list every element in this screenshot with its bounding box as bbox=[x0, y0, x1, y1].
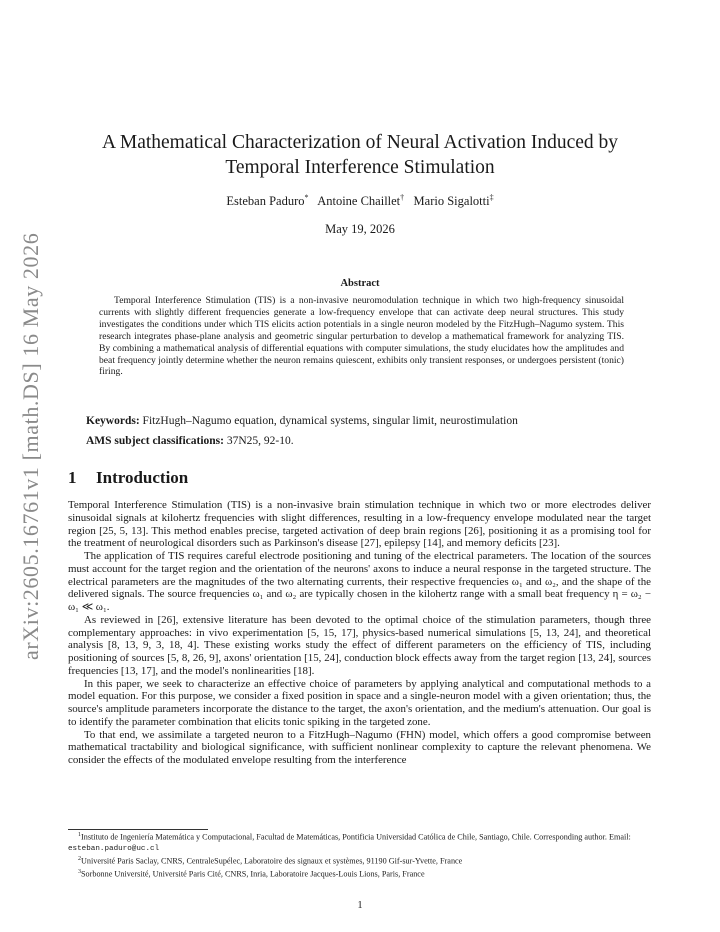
footnote-text: Université Paris Saclay, CNRS, CentraleSupélec, Laboratoire des signaux et systèmes, 91190 Gif-sur-Yvette, France bbox=[81, 856, 463, 866]
body-paragraph: To that end, we assimilate a targeted neuron to a FitzHugh–Nagumo (FHN) model, which offers a good compromise between mathematical tractability and biological significance, with sufficient nonlinear complexity to capture the relevant phenomena. We consider the effects of the modulated envelope resulting from the interference bbox=[68, 728, 651, 766]
footnote-email[interactable]: esteban.paduro@uc.cl bbox=[68, 844, 160, 853]
author-list bbox=[60, 193, 660, 209]
title-line-1: A Mathematical Characterization of Neural Activation Induced by bbox=[101, 132, 619, 153]
ams-label: AMS subject classifications: bbox=[86, 435, 224, 447]
section-title: Introduction bbox=[96, 468, 189, 487]
author-name: Antoine Chaillet bbox=[317, 194, 401, 209]
abstract-text: Temporal Interference Stimulation (TIS) is a non-invasive neuromodulation technique in which two high-frequency sinusoidal currents with slightly different frequencies generate a low-frequency envelope that can activate deep neural structures. This study investigates the conditions under which TIS elicits action potentials in a single neuron modeled by the FitzHugh–Nagumo system. This research integrates phase-plane analysis and geometric singular perturbation to develop a mathematical framework for analyzing TIS. By combining a mathematical analysis of differential equations with computer simulations, the study elucidates how the amplitudes and beat frequency jointly determine whether the neuron remains quiescent, exhibits only transient responses, or undergoes persistent (tonic) firing. bbox=[99, 295, 624, 378]
footnote-mark: 2 bbox=[78, 856, 81, 863]
author-footnote-mark: † bbox=[400, 193, 405, 202]
page-number: 1 bbox=[357, 900, 363, 911]
section-number: 1 bbox=[68, 468, 77, 487]
body-paragraph: As reviewed in [26], extensive literature has been devoted to the optimal choice of the stimulation parameters, though three complementary approaches: in vivo experimentation [5, 15, 17], physics-based numerical simulations [5, 13, 24], and theoretical analysis [8, 13, 9, 3, 18, 4]. These existing works study the effect of different parameters on the efficiency of TIS, including positioning of sources [5, 8, 26, 9], axons' orientation [15, 24], conduction block effects away from the target region [13, 24], sources frequencies [13, 17], and the model's nonlinearities [18]. bbox=[68, 613, 651, 677]
body-paragraph: The application of TIS requires careful electrode positioning and tuning of the electrical parameters. The location of the sources must account for the target region and the orientation of the neurons' axons to induce a neural response in the targeted structure. The electrical parameters are the magnitudes of the two alternating currents, their respective frequencies ω₁ and ω₂, and the shape of the delivered signals. The source frequencies ω₁ and ω₂ are typically chosen in the kilohertz range with a small beat frequency η = ω₂ − ω₁ ≪ ω₁. bbox=[68, 550, 651, 613]
paper-title bbox=[60, 130, 660, 180]
paper-date: May 19, 2026 bbox=[325, 222, 395, 236]
abstract-heading: Abstract bbox=[340, 278, 380, 289]
arxiv-identifier[interactable]: arXiv:2605.16761v1 [math.DS] 16 May 2026 bbox=[18, 232, 43, 660]
footnotes bbox=[68, 830, 651, 880]
author-footnote-mark: * bbox=[304, 193, 309, 202]
title-line-2: Temporal Interference Stimulation bbox=[225, 157, 495, 178]
footnote-text: Sorbonne Université, Université Paris Cité, CNRS, Inria, Laboratoire Jacques-Louis Lions, Paris, France bbox=[81, 869, 425, 879]
body-paragraph: Temporal Interference Stimulation (TIS) is a non-invasive brain stimulation technique in which two or more electrodes deliver sinusoidal signals at kilohertz frequencies with slight differences, resulting in a low-frequency envelope modulated near the target region [25, 5, 13]. This method enables precise, targeted activation of deep brain regions [26], positioning it as a promising tool for the treatment of neurological disorders such as Parkinson's disease [27], epilepsy [14], and memory deficits [23]. bbox=[68, 499, 651, 550]
author-footnote-mark: ‡ bbox=[489, 193, 494, 202]
footnote-mark: 1 bbox=[78, 832, 81, 838]
body-paragraph: In this paper, we seek to characterize an effective choice of parameters by applying analytical and computational methods to a model equation. For this purpose, we consider a fixed position in space and a single-neuron model with a given orientation; thus, the source's amplitude parameters incorporate the distance to the target, the axon's orientation, and the medium's attenuation. Our goal is to identify the parameter combination that elicits tonic spiking in the targeted zone. bbox=[68, 677, 651, 728]
footnote-text: Instituto de Ingeniería Matemática y Computacional, Facultad de Matemáticas, Pontificia Universidad Católica de Chile, Santiago, Chile. Corresponding author. Email: bbox=[81, 832, 631, 842]
section-heading bbox=[68, 468, 188, 488]
keywords-line bbox=[86, 415, 646, 427]
author-name: Mario Sigalotti bbox=[413, 194, 490, 209]
keywords-value: FitzHugh–Nagumo equation, dynamical systems, singular limit, neurostimulation bbox=[142, 415, 518, 427]
footnote-mark: 3 bbox=[78, 869, 81, 876]
ams-value: 37N25, 92-10. bbox=[226, 435, 294, 447]
footnote bbox=[68, 830, 651, 854]
footnote bbox=[68, 867, 651, 880]
footnote bbox=[68, 854, 651, 867]
introduction-body bbox=[68, 499, 651, 767]
author-name: Esteban Paduro bbox=[226, 194, 305, 209]
ams-classification-line bbox=[86, 435, 646, 447]
keywords-label: Keywords: bbox=[86, 415, 140, 427]
